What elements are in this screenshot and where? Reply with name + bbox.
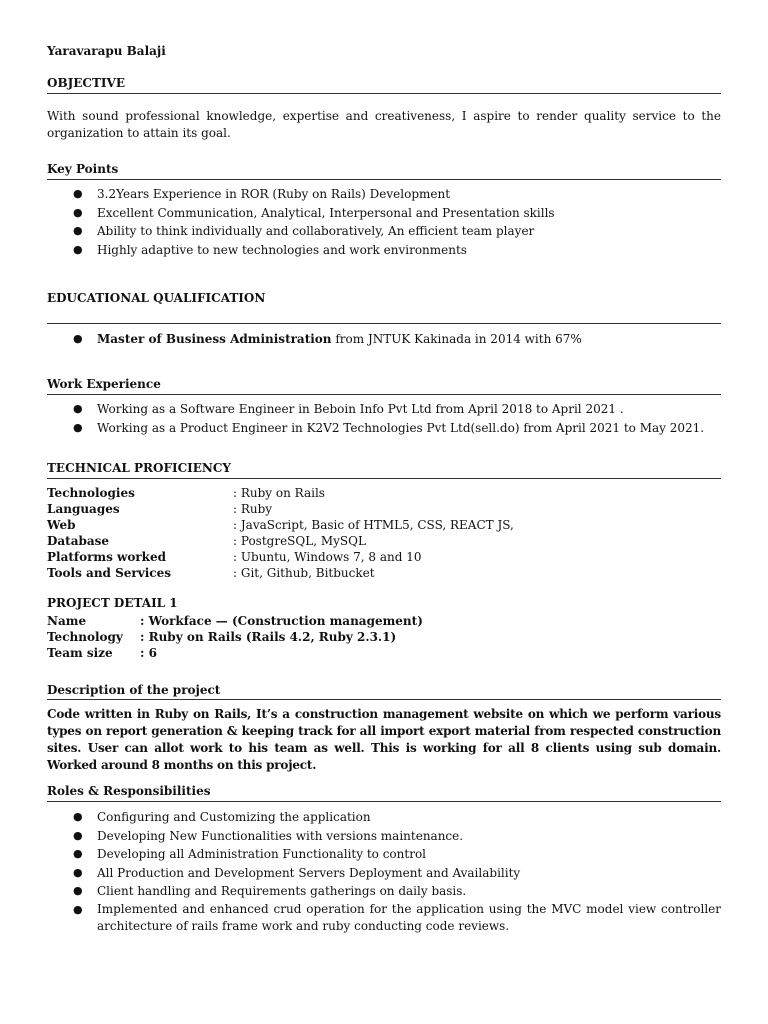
list-item: ● Developing all Administration Functionality to control (47, 845, 721, 864)
work-heading: Work Experience (47, 377, 161, 391)
table-row: Database : PostgreSQL, MySQL (47, 534, 366, 548)
bullet-icon: ● (73, 865, 83, 879)
table-row: Platforms worked : Ubuntu, Windows 7, 8 and 10 (47, 550, 422, 564)
technical-table (47, 485, 514, 581)
table-row: Tools and Services : Git, Github, Bitbucket (47, 566, 375, 580)
degree-name: Master of Business Administration (97, 332, 332, 346)
list-item: ● Configuring and Customizing the application (47, 808, 721, 827)
table-row: Web : JavaScript, Basic of HTML5, CSS, REACT JS, (47, 518, 514, 532)
list-item: ● 3.2Years Experience in ROR (Ruby on Rails) Development (47, 185, 721, 204)
work-list (47, 400, 721, 437)
table-row: Team size : 6 (47, 646, 157, 660)
bullet-icon: ● (73, 402, 83, 415)
project-table (47, 613, 423, 661)
technical-heading: TECHNICAL PROFICIENCY (47, 461, 232, 475)
description-text: Code written in Ruby on Rails, It’s a construction management website on which we perform various types on report generation & keeping track for all import export material from respected construction sites. User can allot work to his team as well. This is working for all 8 clients using sub domain. Worked around 8 months on this project. (47, 707, 721, 772)
bullet-icon: ● (73, 187, 83, 200)
description-heading: Description of the project (47, 683, 221, 697)
bullet-icon: ● (73, 205, 83, 219)
candidate-name: Yaravarapu Balaji (47, 44, 166, 58)
objective-heading: OBJECTIVE (47, 76, 125, 90)
bullet-icon: ● (73, 828, 83, 842)
education-heading: EDUCATIONAL QUALIFICATION (47, 291, 266, 305)
technical-rule (47, 478, 721, 479)
bullet-icon: ● (73, 884, 83, 897)
list-item: ● Highly adaptive to new technologies and work environments (47, 241, 721, 260)
roles-list (47, 808, 721, 936)
table-row: Technologies : Ruby on Rails (47, 486, 325, 500)
list-item: ● All Production and Development Servers Deployment and Availability (47, 864, 721, 883)
table-row: Technology : Ruby on Rails (Rails 4.2, Ruby 2.3.1) (47, 630, 397, 644)
objective-text: With sound professional knowledge, expertise and creativeness, I aspire to render quality service to the organization to attain its goal. (47, 109, 721, 140)
bullet-icon: ● (73, 242, 83, 256)
degree-detail: from JNTUK Kakinada in 2014 with 67% (331, 332, 582, 346)
key-points-heading: Key Points (47, 162, 119, 176)
list-item: ● Client handling and Requirements gatherings on daily basis. (47, 882, 721, 901)
project-heading: PROJECT DETAIL 1 (47, 596, 178, 610)
objective-rule (47, 93, 721, 94)
bullet-icon: ● (73, 810, 83, 823)
work-rule (47, 394, 721, 395)
education-list (47, 330, 721, 349)
bullet-icon: ● (73, 847, 83, 860)
bullet-icon: ● (73, 420, 83, 434)
bullet-icon: ● (73, 902, 83, 916)
list-item: ● Developing New Functionalities with versions maintenance. (47, 827, 721, 846)
roles-heading: Roles & Responsibilities (47, 784, 211, 798)
table-row: Languages : Ruby (47, 502, 273, 516)
list-item: ● Implemented and enhanced crud operation for the application using the MVC model view controller architecture of rails frame work and ruby conducting code reviews. (73, 901, 721, 933)
list-item: ● Ability to think individually and collaboratively, An efficient team player (47, 222, 721, 241)
list-item: ● Working as a Software Engineer in Beboin Info Pvt Ltd from April 2018 to April 2021 . (47, 400, 721, 419)
list-item: ● Excellent Communication, Analytical, Interpersonal and Presentation skills (47, 204, 721, 223)
key-points-list (47, 185, 721, 259)
key-points-rule (47, 179, 721, 180)
description-rule (47, 699, 721, 700)
bullet-icon: ● (73, 224, 83, 237)
list-item (47, 330, 721, 349)
table-row: Name : Workface — (Construction management) (47, 614, 423, 628)
roles-rule (47, 801, 721, 802)
education-rule (47, 323, 721, 324)
bullet-icon: ● (73, 332, 83, 345)
list-item: ● Working as a Product Engineer in K2V2 Technologies Pvt Ltd(sell.do) from April 2021 to May 2021. (47, 419, 721, 438)
